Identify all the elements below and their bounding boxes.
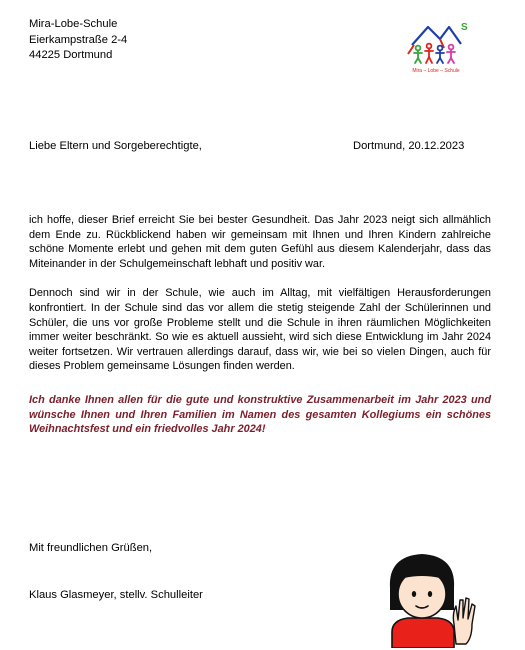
sender-street: Eierkampstraße 2-4 [29, 33, 128, 46]
salutation: Liebe Eltern und Sorgeberechtigte, [29, 140, 202, 152]
place-date: Dortmund, 20.12.2023 [353, 140, 465, 152]
paragraph-1: ich hoffe, dieser Brief erreicht Sie bei bester Gesundheit. Das Jahr 2023 neigt sich allmählich dem Ende zu. Rückblickend haben wir gemeinsam mit Ihnen und Ihren Kindern zahlreiche schöne Momente erlebt und gehen mit dem guten Gefühl aus diesem Kalenderjahr, dass das Miteinander in der Schulgemeinschaft lebhaft und positiv war. [29, 214, 491, 270]
paragraph-2: Dennoch sind wir in der Schule, wie auch im Alltag, mit vielfältigen Herausforderungen konfrontiert. In der Schule sind das vor allem die stetig steigende Zahl der Schülerinnen und Schüler, die uns vor große Probleme stellt und die Schule in ihren räumlichen Möglichkeiten immer weiter beschränkt. So wie es aktuell aussieht, wird sich diese Entwicklung im Jahr 2024 weiter fortsetzen. Wir vertrauen allerdings darauf, dass wir, wie bei so vielen Dingen, auch für dieses Problem gemeinsame Lösungen finden werden. [29, 287, 491, 373]
waving-child-icon [378, 548, 478, 648]
school-logo-icon [404, 18, 468, 74]
sender-address [29, 17, 127, 64]
signature: Klaus Glasmeyer, stellv. Schulleiter [29, 589, 203, 601]
sender-city: 44225 Dortmund [29, 49, 113, 62]
svg-text:S: S [461, 22, 468, 33]
thanks-paragraph: Ich danke Ihnen allen für die gute und konstruktive Zusammenarbeit im Jahr 2023 und wünsche Ihnen und Ihren Familien im Namen des gesamten Kollegiums ein schönes Weihnachtsfest und ein friedvolles Jahr 2024! [29, 393, 491, 436]
closing: Mit freundlichen Grüßen, [29, 542, 153, 554]
letter-body [29, 213, 491, 452]
sender-name: Mira-Lobe-Schule [29, 18, 118, 30]
logo-caption: Mira – Lobe – Schule [412, 68, 460, 74]
